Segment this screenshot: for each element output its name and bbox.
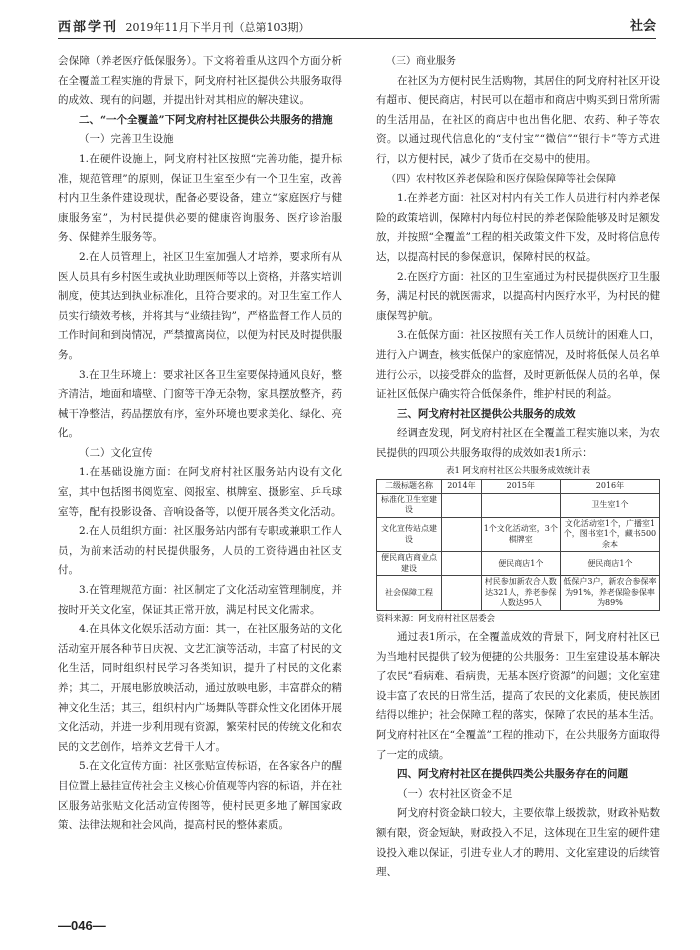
section-heading: 四、阿戈府村社区在提供四类公共服务存在的问题 <box>397 768 628 781</box>
table-row <box>377 576 660 611</box>
table-cell: 村民参加新农合人数达321人，养老参保人数达95人 <box>481 576 560 611</box>
paragraph: 会保障（养老医疗低保服务）。下文将着重从这四个方面分析在全覆盖工程实施的背景下，阿戈府村社区提供公共服务取得的成效、现有的问题，并提出针对其相应的解决建议。 <box>58 55 342 107</box>
page-number: —046— <box>58 918 106 933</box>
paragraph: 3.在卫生环境上：要求社区各卫生室要保持通风良好，整齐清洁，地面和墙壁、门窗等干净无杂物，家具摆放整齐，药械干净整洁，药品摆放有序，室外环境也要求美化、绿化、亮化。 <box>58 368 342 440</box>
subsection-heading: （一）农村社区资金不足 <box>397 787 513 800</box>
subsection-heading: （三）商业服务 <box>386 56 456 67</box>
section-heading: 二、“一个全覆盖”下阿戈府村社区提供公共服务的措施 <box>79 113 333 126</box>
paragraph: 3.在低保方面：社区按照有关工作人员统计的困难人口，进行入户调查，核实低保户的家庭情况，及时将低保人员名单进行公示，以接受群众的监督，及时更新低保人员的名单，保证社区低保户确实符合低保条件，维护村民的利益。 <box>376 329 660 401</box>
table-cell: 文化宣传站点建设 <box>377 517 442 552</box>
table-header-cell: 2016年 <box>560 480 659 494</box>
table-cell: 标准化卫生室建设 <box>377 493 442 517</box>
table-cell: 低保户3户，新农合参保率为91%，养老保险参保率为89% <box>560 576 659 611</box>
paragraph: 1.在基础设施方面：在阿戈府村社区服务站内设有文化室，其中包括图书阅览室、阅报室、棋牌室、摄影室、乒乓球室等，配有投影设备、音响设备等，以便开展各类文化活动。 <box>58 466 342 518</box>
paragraph: 2.在人员管理上，社区卫生室加强人才培养，要求所有从医人员具有乡村医生或执业助理医师等以上资格，并落实培训制度，使其达到执业标准化，且符合要求的。对卫生室工作人员实行绩效考核，并将其与“业绩挂钩”，严格监督工作人员的工作时间和到岗情况，严禁擅离岗位，以便为村民及时提供服务。 <box>58 250 342 361</box>
table-cell <box>442 552 482 576</box>
paragraph: 在社区为方便村民生活购物，其居住的阿戈府村社区开设有超市、便民商店，村民可以在超市和商店中购买到日常所需的生活用品，在社区的商店中也出售化肥、农药、种子等农资。以通过现代信息化的“支付宝”“微信”“银行卡”等方式进行，以方便村民，减少了货币在交易中的使用。 <box>376 74 660 165</box>
section-heading: 三、阿戈府村社区提供公共服务的成效 <box>397 407 576 420</box>
data-table <box>376 479 660 611</box>
table-header-cell: 2015年 <box>481 480 560 494</box>
table-cell: 文化活动室1个，广播室1个，图书室1个，藏书500余本 <box>560 517 659 552</box>
paragraph: 4.在具体文化娱乐活动方面：其一，在社区服务站的文化活动室开展各种节日庆祝、文艺汇演等活动，丰富了村民的文化生活，同时组织村民学习各类知识，提升了村民的文化素养；其二，开展电影放映活动，通过放映电影，丰富群众的精神文化生活；其三，组织村内广场舞队等群众性文化团体开展文化活动，并进一步利用现有资源，繁荣村民的传统文化和农民的文艺创作，培养文艺骨干人才。 <box>58 623 342 753</box>
page-header <box>58 14 656 39</box>
left-column <box>58 52 342 836</box>
journal-name: 西部学刊 <box>58 20 119 35</box>
table-row <box>377 552 660 576</box>
subsection-heading: （四）农村牧区养老保险和医疗保险保障等社会保障 <box>386 173 616 185</box>
paragraph: 1.在养老方面：社区对村内有关工作人员进行村内养老保险的政策培训，保障村内每位村民的养老保险能够及时足额发放，并按照“全覆盖”工程的相关政策文件下发，及时将信息传达，以提高村民的参保意识，保障村民的权益。 <box>376 192 660 263</box>
table-title: 表1 阿戈府村社区公共服务成效统计表 <box>445 466 591 477</box>
table-row <box>377 493 660 517</box>
journal-info <box>58 16 310 35</box>
table-cell <box>481 493 560 517</box>
paragraph: 通过表1所示，在全覆盖成效的背景下，阿戈府村社区已为当地村民提供了较为便捷的公共服务：卫生室建设基本解决了农民“看病难、看病贵，无基本医疗资源”的问题；文化室建设丰富了农民的日常生活，提高了农民的文化素质，使民族团结得以维护；社会保障工程的落实，保障了农民的基本生活。阿戈府村社区在“全覆盖”工程的推动下，在公共服务方面取得了一定的成绩。 <box>376 630 660 761</box>
paragraph: 3.在管理规范方面：社区制定了文化活动室管理制度，并按时开关文化室，保证其正常开放，满足村民文化需求。 <box>58 584 342 616</box>
paragraph: 阿戈府村资金缺口较大，主要依靠上级拨款，财政补贴数额有限，资金短缺，财政投入不足，这体现在卫生室的硬件建设投入难以保证，引进专业人才的聘用、文化室建设的后续管理、 <box>376 807 660 879</box>
paragraph: 2.在医疗方面：社区的卫生室通过为村民提供医疗卫生服务，满足村民的就医需求，以提高村内医疗水平，为村民的健康保驾护航。 <box>376 270 660 322</box>
table-header-row <box>377 480 660 494</box>
table-row <box>377 517 660 552</box>
table-source-note: 资料来源：阿戈府村社区居委会 <box>376 613 496 624</box>
table-cell: 卫生室1个 <box>560 493 659 517</box>
table-cell: 社会保障工程 <box>377 576 442 611</box>
table-cell <box>442 576 482 611</box>
paragraph: 2.在人员组织方面：社区服务站内部有专职或兼职工作人员，为前来活动的村民提供服务，人员的工资待遇由社区支付。 <box>58 525 342 577</box>
table-header-cell: 二级标题名称 <box>377 480 442 494</box>
paragraph: 5.在文化宣传方面：社区张贴宣传标语，在各家各户的醒目位置上悬挂宣传社会主义核心价值观等内容的标语，并在社区服务站张贴文化活动宣传图等，使村民更多地了解国家政策、法律法规和社会风尚，提高村民的整体素质。 <box>58 760 342 832</box>
table-cell: 便民商店1个 <box>481 552 560 576</box>
table-cell: 便民商店商业点建设 <box>377 552 442 576</box>
section-label: 社会 <box>629 19 656 34</box>
right-column <box>376 52 660 883</box>
table-cell <box>442 517 482 552</box>
table-cell: 1个文化活动室，3个棋牌室 <box>481 517 560 552</box>
paragraph: 经调查发现，阿戈府村社区在全覆盖工程实施以来，为农民提供的四项公共服务取得的成效如表1所示： <box>376 427 660 459</box>
subsection-heading: （一）完善卫生设施 <box>79 133 174 146</box>
subsection-heading: （二）文化宣传 <box>79 446 153 459</box>
table-cell <box>442 493 482 517</box>
table-header-cell: 2014年 <box>442 480 482 494</box>
table-cell: 便民商店1个 <box>560 552 659 576</box>
issue-info: 2019年11月下半月刊（总第103期） <box>125 21 310 34</box>
paragraph: 1.在硬件设施上，阿戈府村社区按照“完善功能，提升标准，规范管理”的原则，保证卫生室至少有一个卫生室，改善村内卫生条件建设现状，配备必要设备，建立“家庭医疗与健康服务室”，为村民提供必要的健康咨询服务、医疗诊治服务、保健养生服务等。 <box>58 152 342 244</box>
